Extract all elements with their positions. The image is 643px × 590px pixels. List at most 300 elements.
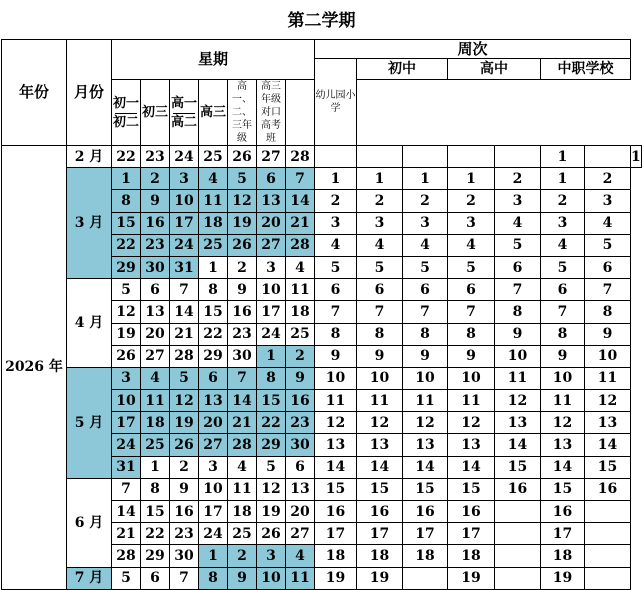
header-jm-grade-2: 初二: [112, 114, 139, 130]
week-number-cell: 15: [403, 478, 448, 500]
day-cell: 25: [199, 234, 228, 256]
day-cell: 12: [228, 190, 257, 212]
week-number-cell: 8: [315, 323, 357, 345]
week-number-cell: 1: [315, 168, 357, 190]
month-cell: 3 月: [67, 168, 112, 279]
header-jm-grade-3: 初三: [141, 80, 170, 146]
day-cell: 27: [199, 434, 228, 456]
week-number-cell: 17: [448, 523, 495, 545]
week-number-cell: 10: [315, 367, 357, 389]
day-cell: 16: [286, 390, 315, 412]
day-cell: 15: [141, 501, 170, 523]
week-number-cell: 8: [585, 301, 631, 323]
day-cell: 20: [141, 323, 170, 345]
week-number-cell: 10: [403, 367, 448, 389]
day-cell: 13: [199, 390, 228, 412]
week-number-cell: 16: [448, 501, 495, 523]
week-number-cell: 12: [403, 412, 448, 434]
day-cell: 24: [170, 146, 199, 168]
week-number-cell: 14: [585, 434, 631, 456]
week-number-cell: 16: [585, 478, 631, 500]
week-number-cell: 11: [585, 367, 631, 389]
week-number-cell: 8: [495, 301, 541, 323]
day-cell: 5: [112, 279, 141, 301]
calendar-row: [2, 146, 642, 168]
week-number-cell: 19: [541, 567, 585, 589]
day-cell: 29: [257, 434, 286, 456]
header-senior-high: 高中: [448, 59, 541, 80]
day-cell: 26: [170, 434, 199, 456]
day-cell: 13: [257, 190, 286, 212]
week-number-cell: 10: [585, 345, 631, 367]
week-number-cell: [585, 146, 631, 168]
day-cell: 2: [286, 345, 315, 367]
day-cell: 7: [170, 567, 199, 589]
day-cell: 22: [257, 412, 286, 434]
day-cell: 10: [112, 390, 141, 412]
week-number-cell: 17: [315, 523, 357, 545]
day-cell: 26: [257, 523, 286, 545]
day-cell: 16: [170, 501, 199, 523]
week-number-cell: 7: [357, 301, 403, 323]
day-cell: 27: [286, 523, 315, 545]
week-number-cell: 15: [495, 456, 541, 478]
week-number-cell: 4: [357, 234, 403, 256]
header-voc-grade-1-2-3: 高一、二、三年级: [228, 80, 257, 146]
week-number-cell: 6: [585, 256, 631, 278]
week-number-cell: 11: [541, 390, 585, 412]
day-cell: 18: [228, 501, 257, 523]
week-number-cell: 16: [541, 501, 585, 523]
day-cell: 18: [141, 412, 170, 434]
week-number-cell: 9: [357, 345, 403, 367]
week-number-cell: 7: [585, 279, 631, 301]
day-cell: 28: [170, 345, 199, 367]
week-number-cell: 15: [357, 478, 403, 500]
week-number-cell: 1: [357, 168, 403, 190]
day-cell: 28: [228, 434, 257, 456]
calendar-row: [2, 567, 642, 589]
week-number-cell: 1: [541, 146, 585, 168]
week-number-cell: 12: [315, 412, 357, 434]
day-cell: 5: [257, 456, 286, 478]
week-number-cell: 6: [495, 256, 541, 278]
week-number-cell: 9: [495, 323, 541, 345]
day-cell: 12: [112, 301, 141, 323]
week-number-cell: 8: [403, 323, 448, 345]
day-cell: 14: [170, 301, 199, 323]
header-sh-grade-1: 高一: [170, 95, 197, 111]
week-number-cell: 3: [315, 212, 357, 234]
day-cell: 6: [141, 567, 170, 589]
week-number-cell: 6: [315, 279, 357, 301]
week-number-cell: 18: [403, 545, 448, 567]
day-cell: 10: [257, 279, 286, 301]
week-number-cell: 14: [315, 456, 357, 478]
day-cell: 22: [199, 323, 228, 345]
day-cell: 6: [199, 367, 228, 389]
week-number-cell: 5: [357, 256, 403, 278]
calendar-row: [2, 367, 642, 389]
week-number-cell: 8: [357, 323, 403, 345]
week-number-cell: 17: [357, 523, 403, 545]
week-number-cell: 3: [585, 190, 631, 212]
day-cell: 17: [257, 301, 286, 323]
day-cell: 12: [170, 390, 199, 412]
week-number-cell: 5: [315, 256, 357, 278]
week-number-cell: 13: [495, 412, 541, 434]
header-sh-grade-2: 高二: [170, 114, 197, 130]
month-cell: 4 月: [67, 279, 112, 368]
day-cell: 20: [199, 412, 228, 434]
day-cell: 27: [257, 234, 286, 256]
week-number-cell: 18: [541, 545, 585, 567]
day-cell: 7: [112, 478, 141, 500]
week-number-cell: 18: [315, 545, 357, 567]
header-sh-grade-3: 高三: [199, 80, 228, 146]
week-number-cell: 17: [403, 523, 448, 545]
day-cell: 10: [170, 190, 199, 212]
day-cell: 31: [112, 456, 141, 478]
week-number-cell: 10: [541, 367, 585, 389]
week-number-cell: 19: [448, 567, 495, 589]
day-cell: 28: [286, 146, 315, 168]
day-cell: 26: [112, 345, 141, 367]
day-cell: 15: [257, 390, 286, 412]
week-number-cell: 2: [495, 168, 541, 190]
calendar-row: [2, 279, 642, 301]
day-cell: 6: [141, 279, 170, 301]
week-number-cell: 6: [357, 279, 403, 301]
week-number-cell: [585, 567, 631, 589]
day-cell: 1: [199, 256, 228, 278]
header-week-number: 周次: [315, 40, 631, 59]
header-sh-grade-1-2: [170, 80, 199, 146]
week-number-cell: 5: [585, 234, 631, 256]
week-number-cell: 10: [448, 367, 495, 389]
day-cell: 26: [228, 234, 257, 256]
week-number-cell: 12: [448, 412, 495, 434]
week-number-cell: 10: [357, 367, 403, 389]
day-cell: 21: [228, 412, 257, 434]
week-number-cell: 1: [541, 168, 585, 190]
week-number-cell: 9: [315, 345, 357, 367]
week-number-cell: 3: [495, 190, 541, 212]
week-number-cell: 6: [541, 279, 585, 301]
day-cell: 11: [141, 390, 170, 412]
day-cell: 11: [228, 478, 257, 500]
week-number-cell: 13: [541, 434, 585, 456]
week-number-cell: 4: [585, 212, 631, 234]
day-cell: 5: [228, 168, 257, 190]
week-number-cell: 7: [541, 301, 585, 323]
week-number-cell: 14: [541, 456, 585, 478]
week-number-cell: 7: [403, 301, 448, 323]
day-cell: 24: [112, 434, 141, 456]
week-number-cell: 5: [403, 256, 448, 278]
day-cell: 4: [228, 456, 257, 478]
day-cell: 22: [112, 146, 141, 168]
week-number-cell: 19: [315, 567, 357, 589]
week-number-cell: 18: [357, 545, 403, 567]
week-number-cell: 11: [403, 390, 448, 412]
week-number-cell: 2: [315, 190, 357, 212]
week-number-cell: 15: [448, 478, 495, 500]
day-cell: 17: [170, 212, 199, 234]
day-cell: 6: [286, 456, 315, 478]
day-cell: 2: [228, 256, 257, 278]
week-number-cell: 12: [585, 390, 631, 412]
day-cell: 7: [170, 279, 199, 301]
day-cell: 30: [141, 256, 170, 278]
day-cell: 5: [112, 567, 141, 589]
week-number-cell: [585, 523, 631, 545]
week-number-cell: 16: [357, 501, 403, 523]
day-cell: 2: [228, 545, 257, 567]
week-number-cell: 11: [495, 367, 541, 389]
week-number-cell: [495, 501, 541, 523]
day-cell: 23: [286, 412, 315, 434]
day-cell: 22: [141, 523, 170, 545]
week-number-cell: 14: [357, 456, 403, 478]
day-cell: 8: [199, 279, 228, 301]
day-cell: 9: [141, 190, 170, 212]
day-cell: 11: [199, 190, 228, 212]
day-cell: 4: [199, 168, 228, 190]
week-number-cell: 5: [448, 256, 495, 278]
day-cell: 19: [170, 412, 199, 434]
week-number-cell: 16: [495, 478, 541, 500]
week-number-cell: 11: [315, 390, 357, 412]
day-cell: 25: [228, 523, 257, 545]
day-cell: 8: [112, 190, 141, 212]
week-number-cell: 18: [448, 545, 495, 567]
day-cell: 23: [141, 146, 170, 168]
day-cell: 12: [257, 478, 286, 500]
month-cell: 7 月: [67, 567, 112, 589]
week-number-cell: 13: [315, 434, 357, 456]
day-cell: 5: [170, 367, 199, 389]
day-cell: 30: [228, 345, 257, 367]
day-cell: 15: [199, 301, 228, 323]
week-number-cell: 4: [315, 234, 357, 256]
day-cell: 9: [228, 279, 257, 301]
day-cell: 14: [228, 390, 257, 412]
week-number-cell: [495, 146, 541, 168]
week-number-cell: 7: [495, 279, 541, 301]
week-number-cell: [448, 146, 495, 168]
header-junior-middle: 初中: [357, 59, 448, 80]
week-number-cell: 3: [357, 212, 403, 234]
week-number-cell: 5: [495, 234, 541, 256]
week-number-cell: 17: [541, 523, 585, 545]
day-cell: 24: [170, 234, 199, 256]
day-cell: 1: [141, 456, 170, 478]
day-cell: 1: [112, 168, 141, 190]
header-year: 年份: [2, 40, 67, 146]
week-number-cell: 1: [631, 146, 642, 168]
week-number-cell: 15: [585, 456, 631, 478]
week-number-cell: [315, 146, 357, 168]
day-cell: 30: [170, 545, 199, 567]
day-cell: 21: [286, 212, 315, 234]
week-number-cell: 4: [403, 234, 448, 256]
day-cell: 9: [228, 567, 257, 589]
day-cell: 8: [199, 567, 228, 589]
week-number-cell: 19: [357, 567, 403, 589]
week-number-cell: 1: [403, 168, 448, 190]
week-number-cell: 5: [541, 256, 585, 278]
header-kindergarten-primary: 幼儿园小学: [315, 59, 357, 146]
day-cell: 4: [286, 545, 315, 567]
day-cell: 25: [199, 146, 228, 168]
day-cell: 3: [257, 545, 286, 567]
day-cell: 28: [112, 545, 141, 567]
calendar-row: [2, 168, 642, 190]
week-number-cell: 12: [495, 390, 541, 412]
week-number-cell: 8: [448, 323, 495, 345]
week-number-cell: 15: [315, 478, 357, 500]
week-number-cell: 2: [403, 190, 448, 212]
day-cell: 11: [286, 567, 315, 589]
day-cell: 24: [199, 523, 228, 545]
day-cell: 16: [228, 301, 257, 323]
week-number-cell: 9: [448, 345, 495, 367]
week-number-cell: 2: [448, 190, 495, 212]
day-cell: 27: [141, 345, 170, 367]
day-cell: 19: [112, 323, 141, 345]
day-cell: 8: [141, 478, 170, 500]
school-calendar-table: [1, 39, 642, 590]
day-cell: 2: [170, 456, 199, 478]
week-number-cell: 6: [448, 279, 495, 301]
week-number-cell: 9: [403, 345, 448, 367]
header-vocational: 中职学校: [541, 59, 631, 80]
day-cell: 25: [286, 323, 315, 345]
day-cell: 30: [286, 434, 315, 456]
week-number-cell: 13: [448, 434, 495, 456]
day-cell: 21: [170, 323, 199, 345]
week-number-cell: 1: [448, 168, 495, 190]
day-cell: 22: [112, 234, 141, 256]
day-cell: 13: [286, 478, 315, 500]
week-number-cell: [495, 567, 541, 589]
year-cell: 2026 年: [2, 146, 67, 590]
day-cell: 28: [286, 234, 315, 256]
day-cell: 7: [228, 367, 257, 389]
week-number-cell: [403, 146, 448, 168]
week-number-cell: 3: [403, 212, 448, 234]
header-month: 月份: [67, 40, 112, 146]
day-cell: 10: [199, 478, 228, 500]
day-cell: 15: [112, 212, 141, 234]
week-number-cell: 9: [585, 323, 631, 345]
day-cell: 11: [286, 279, 315, 301]
day-cell: 3: [112, 367, 141, 389]
calendar-row: [2, 478, 642, 500]
week-number-cell: [357, 146, 403, 168]
day-cell: 20: [257, 212, 286, 234]
week-number-cell: [585, 501, 631, 523]
day-cell: 7: [286, 168, 315, 190]
week-number-cell: 3: [448, 212, 495, 234]
day-cell: 3: [257, 256, 286, 278]
month-cell: 2 月: [67, 146, 112, 168]
week-number-cell: 14: [448, 456, 495, 478]
day-cell: 4: [286, 256, 315, 278]
week-number-cell: 7: [448, 301, 495, 323]
day-cell: 2: [141, 168, 170, 190]
week-number-cell: 2: [541, 190, 585, 212]
day-cell: 23: [141, 234, 170, 256]
header-weekday: 星期: [112, 40, 315, 80]
day-cell: 23: [228, 323, 257, 345]
day-cell: 19: [228, 212, 257, 234]
month-cell: 5 月: [67, 367, 112, 478]
week-number-cell: 11: [448, 390, 495, 412]
week-number-cell: [403, 567, 448, 589]
day-cell: 17: [112, 412, 141, 434]
day-cell: 21: [112, 523, 141, 545]
day-cell: 26: [228, 146, 257, 168]
day-cell: 29: [141, 545, 170, 567]
day-cell: 17: [199, 501, 228, 523]
header-jm-grade-1: 初一: [112, 95, 139, 111]
week-number-cell: 4: [541, 234, 585, 256]
week-number-cell: 2: [585, 168, 631, 190]
week-number-cell: 13: [403, 434, 448, 456]
week-number-cell: 2: [357, 190, 403, 212]
week-number-cell: 14: [403, 456, 448, 478]
day-cell: 29: [112, 256, 141, 278]
day-cell: 4: [141, 367, 170, 389]
week-number-cell: 11: [357, 390, 403, 412]
week-number-cell: 14: [495, 434, 541, 456]
week-number-cell: 12: [541, 412, 585, 434]
day-cell: 14: [286, 190, 315, 212]
day-cell: 18: [199, 212, 228, 234]
day-cell: 13: [141, 301, 170, 323]
page-title: 第二学期: [287, 11, 356, 31]
month-cell: 6 月: [67, 478, 112, 567]
day-cell: 20: [286, 501, 315, 523]
week-number-cell: 4: [448, 234, 495, 256]
day-cell: 27: [257, 146, 286, 168]
day-cell: 8: [257, 367, 286, 389]
day-cell: 1: [199, 545, 228, 567]
week-number-cell: 10: [495, 345, 541, 367]
week-number-cell: 8: [541, 323, 585, 345]
day-cell: 25: [141, 434, 170, 456]
day-cell: 16: [141, 212, 170, 234]
week-number-cell: 16: [315, 501, 357, 523]
day-cell: 9: [170, 478, 199, 500]
week-number-cell: 16: [403, 501, 448, 523]
week-number-cell: 3: [541, 212, 585, 234]
week-number-cell: 9: [541, 345, 585, 367]
day-cell: 23: [170, 523, 199, 545]
day-cell: 9: [286, 367, 315, 389]
day-cell: 31: [170, 256, 199, 278]
week-number-cell: [495, 523, 541, 545]
week-number-cell: 13: [585, 412, 631, 434]
header-voc-grade-3-exam: 高三年级对口高考班: [257, 80, 286, 146]
day-cell: 3: [170, 168, 199, 190]
header-jm-grade-1-2: [112, 80, 141, 146]
day-cell: 3: [199, 456, 228, 478]
day-cell: 19: [257, 501, 286, 523]
day-cell: 1: [257, 345, 286, 367]
